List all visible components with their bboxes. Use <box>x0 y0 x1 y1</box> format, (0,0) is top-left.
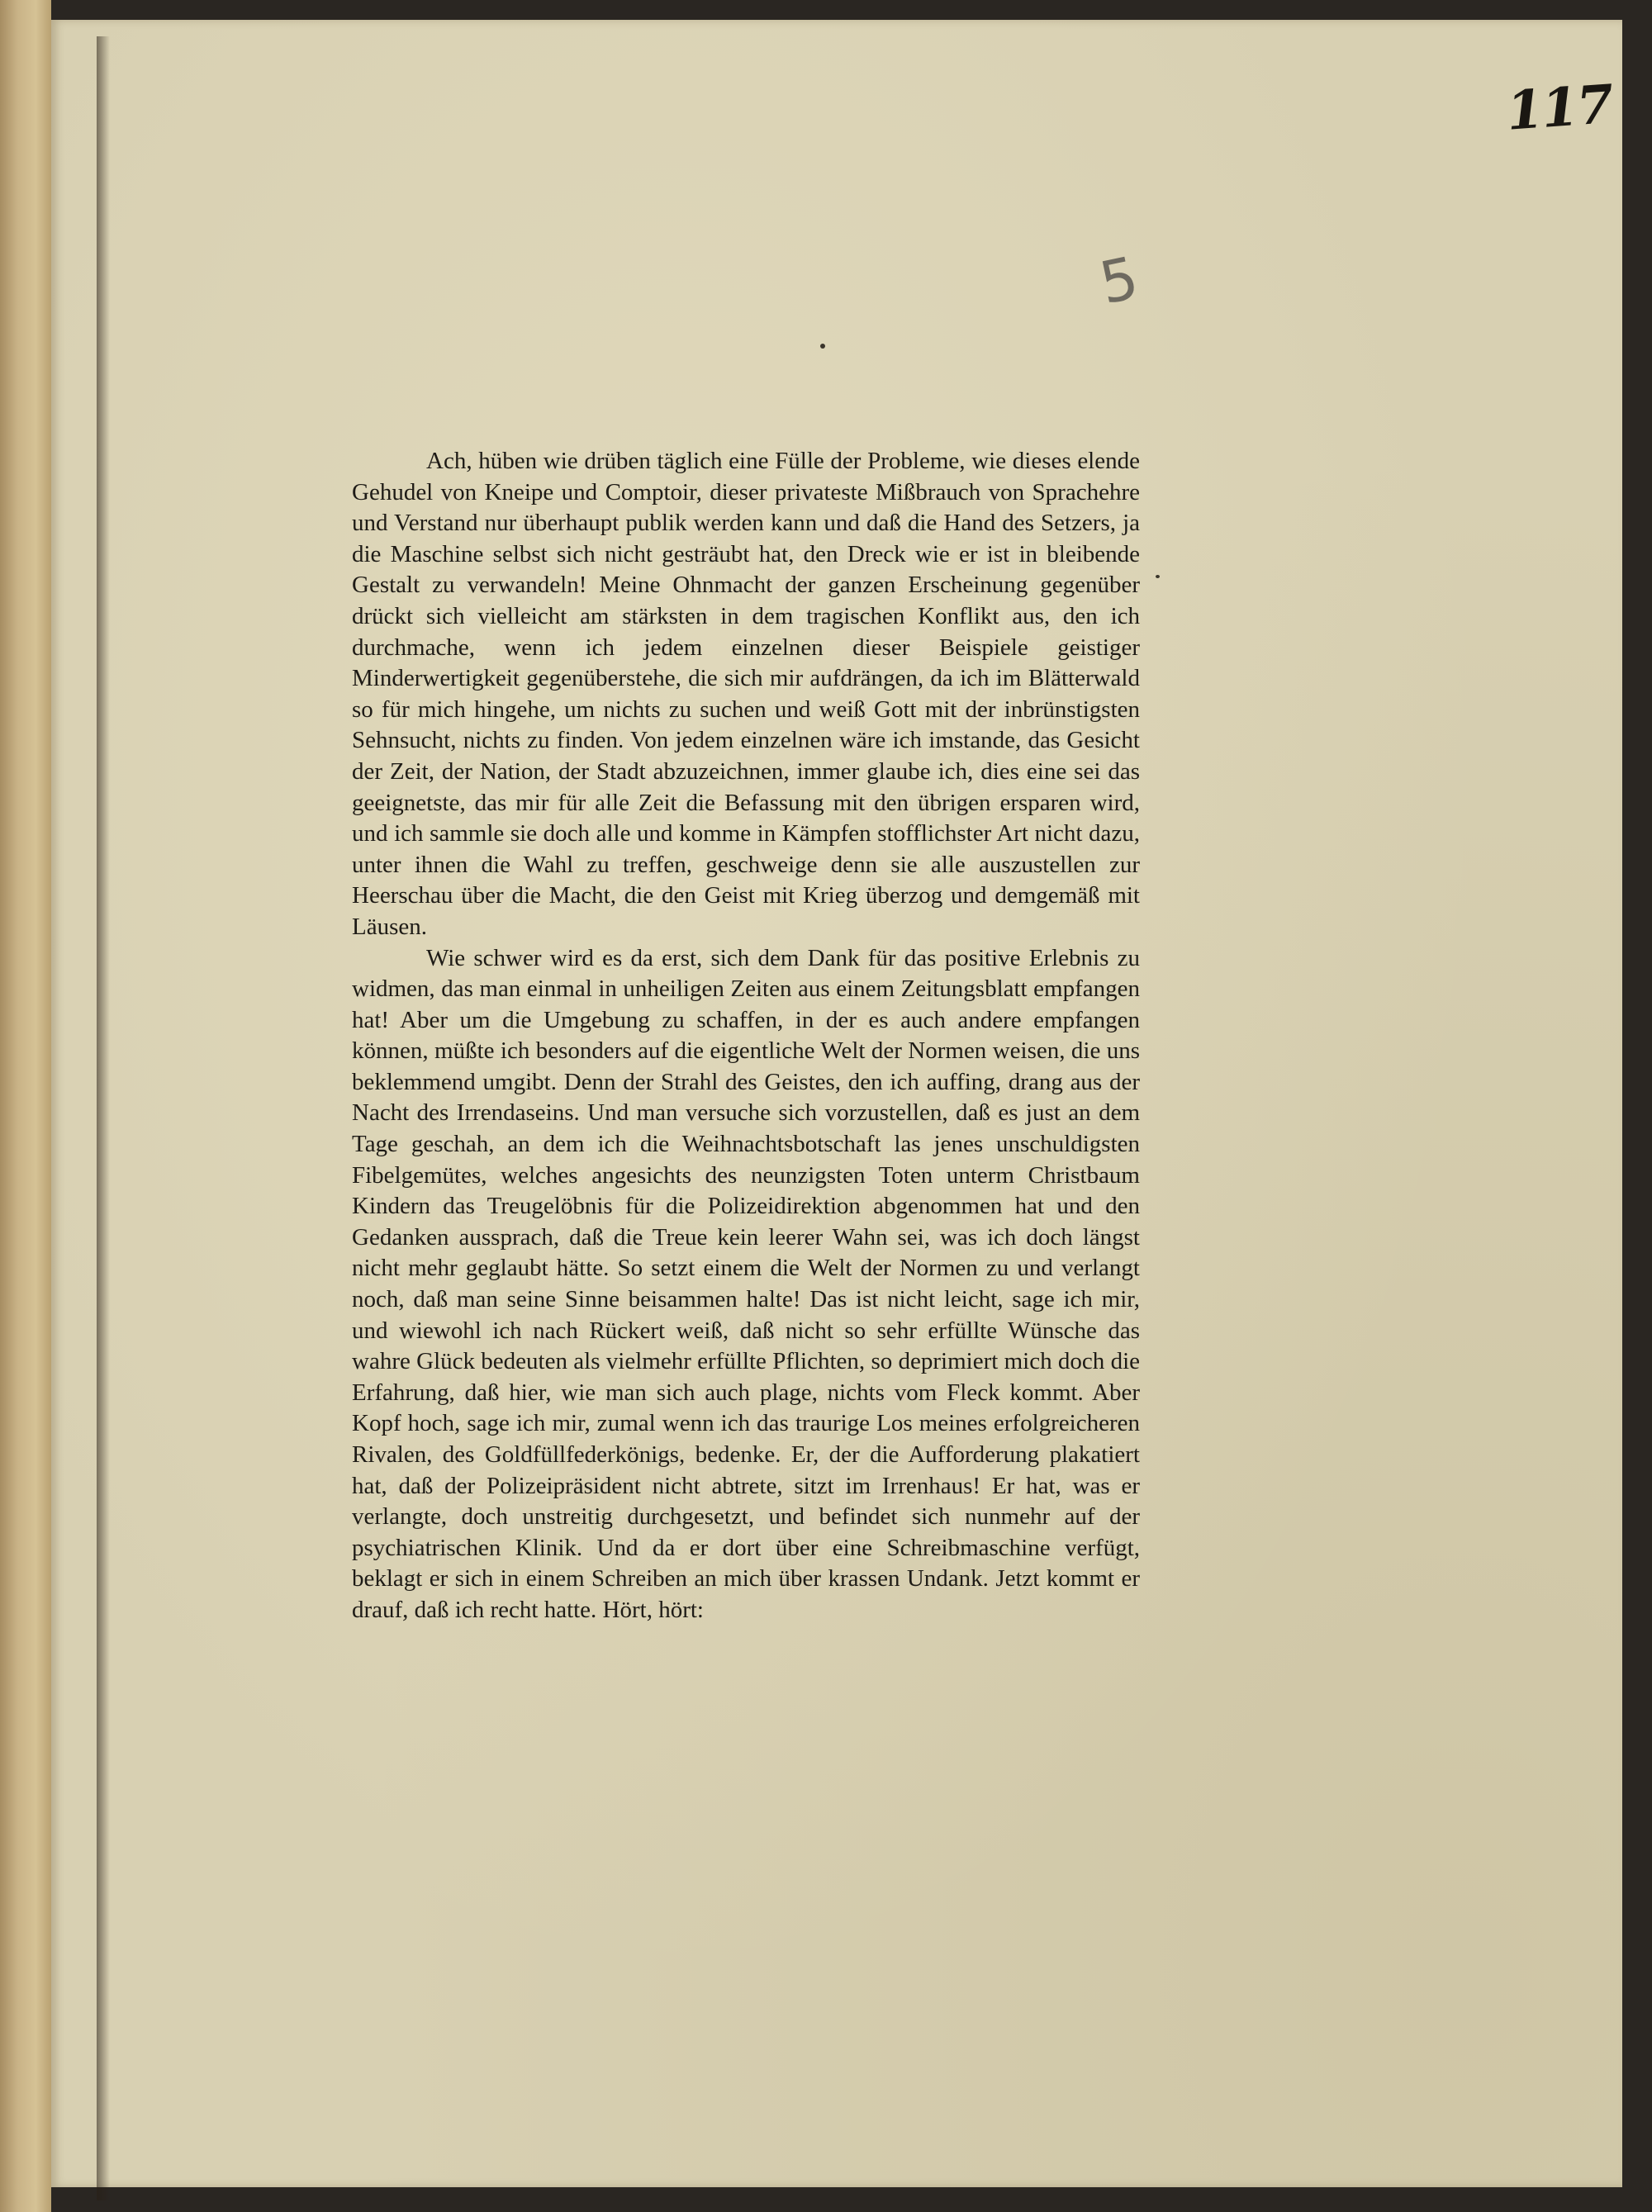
paragraph: Ach, hüben wie drüben täglich eine Fülle der Probleme, wie dieses elende Gehudel von Kneipe und Comptoir, dieser privateste Mißbrauch von Sprachehre und Verstand nur überhaupt publik werden kann und daß die Hand des Setzers, ja die Maschine selbst sich nicht gesträubt hat, den Dreck wie er ist in bleibende Gestalt zu verwandeln! Meine Ohnmacht der ganzen Erscheinung gegenüber drückt sich vielleicht am stärksten in dem tragischen Konflikt aus, den ich durchmache, wenn ich jedem einzelnen dieser Beispiele geistiger Minderwertigkeit gegenüberstehe, die sich mir aufdrängen, da ich im Blätterwald so für mich hingehe, um nichts zu suchen und weiß Gott mit der inbrünstigsten Sehnsucht, nichts zu finden. Von jedem einzelnen wäre ich imstande, das Gesicht der Zeit, der Nation, der Stadt abzuzeichnen, immer glaube ich, dies eine sei das geeignetste, das mir für alle Zeit die Befassung mit den übrigen ersparen wird, und ich sammle sie doch alle und komme in Kämpfen stofflichster Art nicht dazu, unter ihnen die Wahl zu treffen, geschweige denn sie alle auszustellen zur Heerschau über die Macht, die den Geist mit Krieg überzog und demgemäß mit Läusen. <box>352 448 1140 940</box>
ink-speck <box>820 344 825 349</box>
binding-shadow <box>97 36 110 2200</box>
pencil-annotation: 5 <box>1094 243 1145 318</box>
body-text <box>352 446 1140 1626</box>
ink-speck <box>1156 575 1160 578</box>
previous-page-edge <box>0 0 51 2212</box>
paragraph: Wie schwer wird es da erst, sich dem Dank für das positive Erlebnis zu widmen, das man einmal in unheiligen Zeiten aus einem Zeitungsblatt empfangen hat! Aber um die Umgebung zu schaffen, in der es auch andere empfangen können, müßte ich besonders auf die eigentliche Welt der Normen weisen, die uns beklemmend umgibt. Denn der Strahl des Geistes, den ich auffing, drang aus der Nacht des Irrendaseins. Und man versuche sich vorzustellen, daß es just an dem Tage geschah, an dem ich die Weihnachtsbotschaft las jenes unschuldigsten Fibelgemütes, welches angesichts des neunzigsten Toten unterm Christbaum Kindern das Treugelöbnis für die Polizeidirektion abgenommen hat und den Gedanken aussprach, daß die Treue kein leerer Wahn sei, was ich doch längst nicht mehr geglaubt hätte. So setzt einem die Welt der Normen zu und verlangt noch, daß man seine Sinne beisammen halte! Das ist nicht leicht, sage ich mir, und wiewohl ich nach Rückert weiß, daß nicht so sehr erfüllte Wünsche das wahre Glück bedeuten als vielmehr erfüllte Pflichten, so deprimiert mich doch die Erfahrung, daß hier, wie man sich auch plage, nichts vom Fleck kommt. Aber Kopf hoch, sage ich mir, zumal wenn ich das traurige Los meines erfolgreicheren Rivalen, des Goldfüllfederkönigs, bedenke. Er, der die Aufforderung plakatiert hat, daß der Polizeipräsident nicht abtrete, sitzt im Irrenhaus! Er hat, was er verlangte, doch unstreitig durchgesetzt, und befindet sich nunmehr auf der psychiatrischen Klinik. Und da er dort über eine Schreibmaschine verfügt, beklagt er sich in einem Schreiben an mich über krassen Undank. Jetzt kommt er drauf, daß ich recht hatte. Hört, hört: <box>352 944 1140 1623</box>
page-number: 117 <box>1504 74 1615 143</box>
